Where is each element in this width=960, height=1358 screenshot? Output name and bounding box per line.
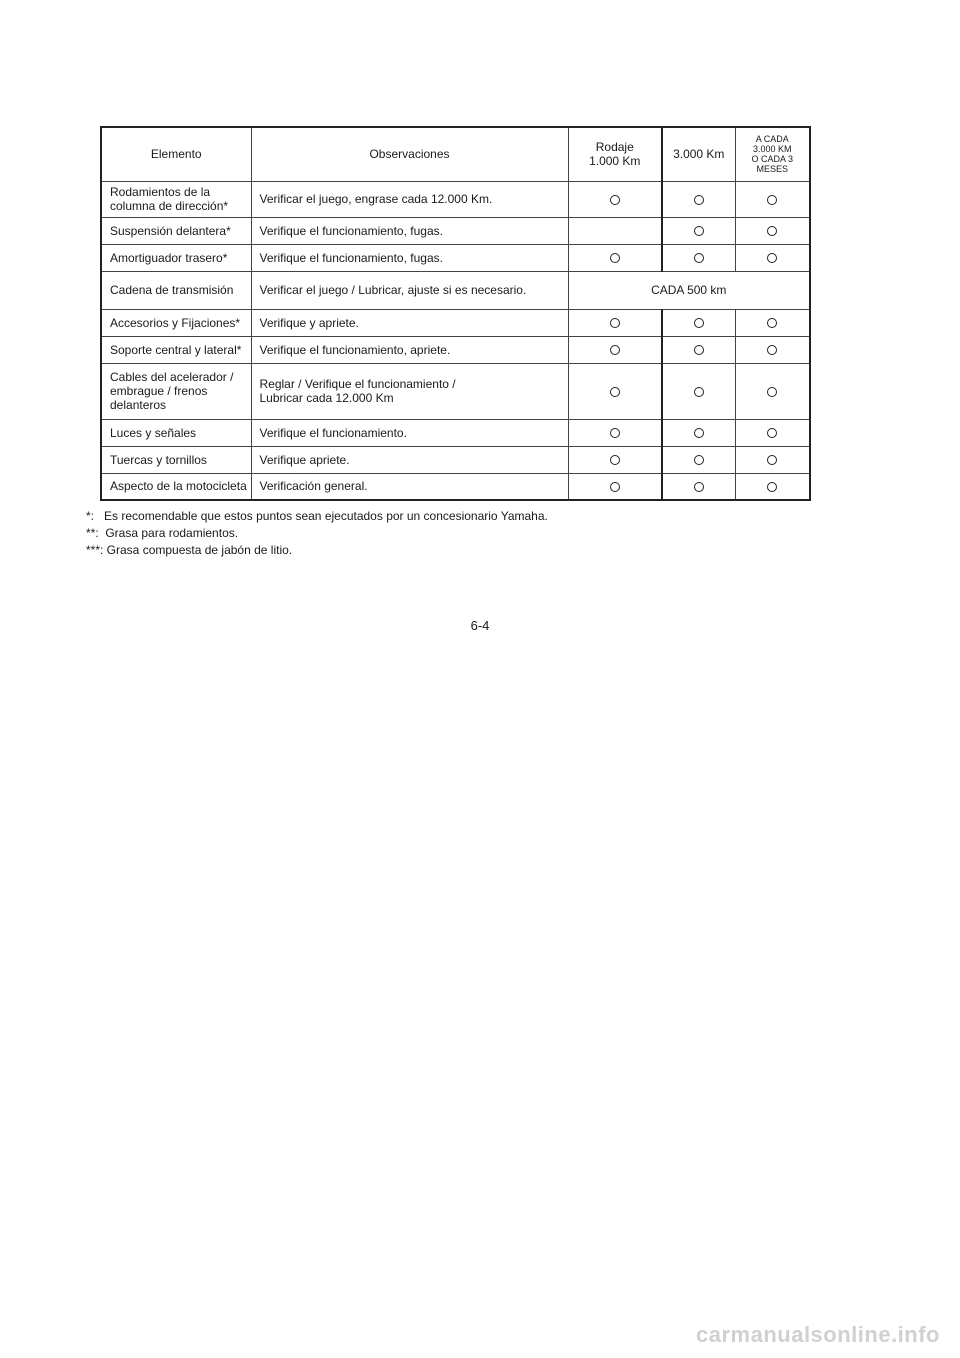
row-mark-cell: [735, 336, 810, 363]
row-mark-cell: [568, 473, 662, 500]
row-observation-label: Verificar el juego / Lubricar, ajuste si es necesario.: [259, 283, 527, 297]
header-break-in-label: Rodaje 1.000 Km: [589, 140, 641, 169]
watermark: carmanualsonline.info: [696, 1322, 940, 1347]
table-row: [101, 217, 810, 244]
row-element-label: Luces y señales: [110, 425, 197, 440]
row-observation: [251, 217, 568, 244]
row-element-label: Suspensión delantera*: [110, 223, 231, 238]
circle-icon: [694, 318, 704, 328]
table-row: [101, 181, 810, 217]
row-mark-cell: [662, 446, 735, 473]
row-observation: [251, 419, 568, 446]
row-element-label: Cables del acelerador / embrague / frenos delanteros: [110, 370, 234, 412]
header-break-in: [568, 127, 662, 181]
row-mark-cell: [662, 336, 735, 363]
circle-icon: [767, 253, 777, 263]
row-element-label: Amortiguador trasero*: [110, 250, 228, 265]
table-row: [101, 473, 810, 500]
circle-icon: [610, 482, 620, 492]
footnotes: [86, 508, 548, 559]
row-element-label: Rodamientos de la columna de dirección*: [110, 185, 229, 213]
row-mark-cell: [568, 363, 662, 419]
row-mark-cell: [568, 244, 662, 271]
row-mark-cell: [662, 181, 735, 217]
row-observation: [251, 244, 568, 271]
row-element: [101, 363, 251, 419]
header-every: [735, 127, 810, 181]
maintenance-table: [100, 126, 811, 501]
circle-icon: [694, 428, 704, 438]
circle-icon: [610, 428, 620, 438]
row-mark-cell: [735, 363, 810, 419]
row-observation-label: Verificar el juego, engrase cada 12.000 Km.: [259, 192, 493, 206]
table-row: [101, 309, 810, 336]
header-3000km: 3.000 Km: [662, 127, 735, 181]
circle-icon: [610, 387, 620, 397]
row-mark-cell: [735, 419, 810, 446]
row-observation: [251, 336, 568, 363]
circle-icon: [767, 455, 777, 465]
row-element: [101, 217, 251, 244]
row-mark-cell: [568, 336, 662, 363]
table-row: [101, 419, 810, 446]
circle-icon: [694, 253, 704, 263]
row-element-label: Soporte central y lateral*: [110, 342, 242, 357]
row-element-label: Aspecto de la motocicleta: [110, 479, 247, 494]
row-element: [101, 244, 251, 271]
row-mark-cell: [568, 446, 662, 473]
row-observation-label: Verificación general.: [259, 479, 368, 494]
row-observation: [251, 309, 568, 336]
circle-icon: [767, 387, 777, 397]
row-observation: [251, 473, 568, 500]
row-observation: [251, 446, 568, 473]
row-mark-cell: [735, 181, 810, 217]
row-observation-label: Verifique el funcionamiento.: [259, 425, 407, 440]
circle-icon: [610, 345, 620, 355]
row-element: [101, 336, 251, 363]
row-mark-cell: [568, 419, 662, 446]
circle-icon: [694, 226, 704, 236]
row-element: [101, 181, 251, 217]
table-row: [101, 271, 810, 309]
row-mark-cell: [568, 309, 662, 336]
table-row: [101, 363, 810, 419]
row-mark-cell: [662, 217, 735, 244]
row-observation-label: Verifique y apriete.: [259, 315, 359, 330]
row-mark-cell: [568, 217, 662, 244]
row-element: [101, 446, 251, 473]
row-mark-cell: [568, 181, 662, 217]
header-every-label: A CADA 3.000 KM O CADA 3 MESES: [751, 134, 793, 175]
table-row: [101, 336, 810, 363]
circle-icon: [610, 253, 620, 263]
footnote-3: ***: Grasa compuesta de jabón de litio.: [86, 543, 293, 557]
circle-icon: [610, 318, 620, 328]
table-header-row: [101, 127, 810, 181]
circle-icon: [694, 345, 704, 355]
row-mark-cell: [662, 473, 735, 500]
row-mark-cell: [662, 419, 735, 446]
row-observation-label: Reglar / Verifique el funcionamiento / Lubricar cada 12.000 Km: [259, 377, 456, 405]
circle-icon: [694, 195, 704, 205]
row-observation: [251, 181, 568, 217]
row-element: [101, 473, 251, 500]
circle-icon: [767, 226, 777, 236]
row-element-label: Cadena de transmisión: [110, 283, 234, 297]
row-element-label: Tuercas y tornillos: [110, 452, 207, 467]
row-element: [101, 309, 251, 336]
row-observation-label: Verifique el funcionamiento, fugas.: [259, 223, 443, 238]
row-observation-label: Verifique el funcionamiento, fugas.: [259, 250, 443, 265]
row-element: [101, 271, 251, 309]
circle-icon: [767, 195, 777, 205]
table-row: [101, 244, 810, 271]
row-observation: [251, 271, 568, 309]
row-mark-cell: [662, 244, 735, 271]
row-mark-cell: [735, 217, 810, 244]
header-element: Elemento: [101, 127, 251, 181]
row-mark-cell: [662, 309, 735, 336]
row-element: [101, 419, 251, 446]
row-mark-cell: [735, 309, 810, 336]
circle-icon: [767, 428, 777, 438]
circle-icon: [767, 345, 777, 355]
circle-icon: [610, 195, 620, 205]
row-interval-span: CADA 500 km: [568, 271, 810, 309]
row-observation: [251, 363, 568, 419]
footnote-1: *: Es recomendable que estos puntos sean ejecutados por un concesionario Yamaha.: [86, 509, 548, 523]
row-mark-cell: [662, 363, 735, 419]
page-number: 6-4: [470, 618, 490, 633]
circle-icon: [767, 318, 777, 328]
circle-icon: [694, 455, 704, 465]
circle-icon: [767, 482, 777, 492]
circle-icon: [694, 482, 704, 492]
row-mark-cell: [735, 446, 810, 473]
circle-icon: [610, 455, 620, 465]
footnote-2: **: Grasa para rodamientos.: [86, 526, 239, 540]
row-element-label: Accesorios y Fijaciones*: [110, 315, 241, 330]
row-mark-cell: [735, 473, 810, 500]
table-row: [101, 446, 810, 473]
table-body: [101, 181, 810, 500]
header-observations: Observaciones: [251, 127, 568, 181]
row-observation-label: Verifique apriete.: [259, 452, 350, 467]
row-mark-cell: [735, 244, 810, 271]
row-observation-label: Verifique el funcionamiento, apriete.: [259, 342, 451, 357]
circle-icon: [694, 387, 704, 397]
